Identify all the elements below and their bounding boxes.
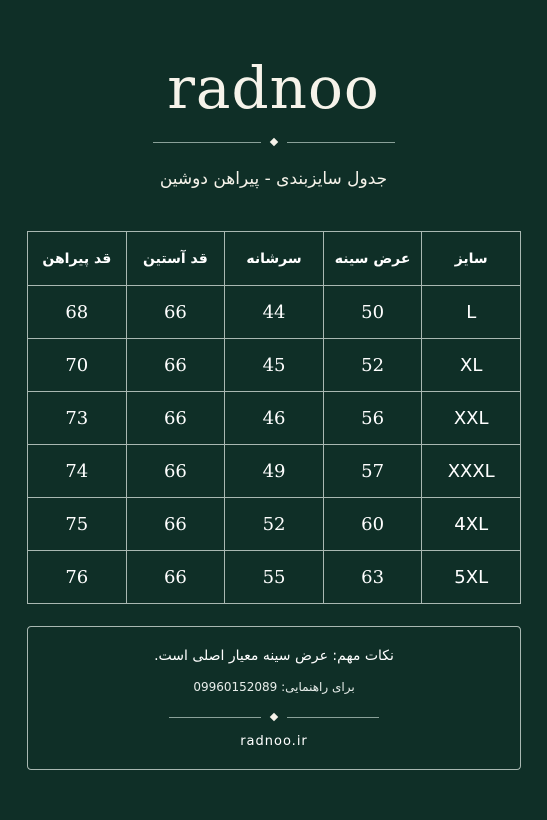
table-row bbox=[28, 392, 521, 445]
important-note: نکات مهم: عرض سینه معیار اصلی است. bbox=[154, 648, 394, 664]
column-header-sleeve-length: قد آستین bbox=[126, 232, 225, 286]
table-cell: 52 bbox=[323, 339, 422, 392]
table-cell: 66 bbox=[126, 339, 225, 392]
table-cell: 66 bbox=[126, 498, 225, 551]
table-cell-size: L bbox=[422, 286, 521, 339]
table-cell: 74 bbox=[28, 445, 127, 498]
brand-logo: radnoo bbox=[167, 54, 380, 122]
table-cell: 66 bbox=[126, 286, 225, 339]
table-cell-size: 5XL bbox=[422, 551, 521, 604]
table-row bbox=[28, 445, 521, 498]
table-cell-size: XXXL bbox=[422, 445, 521, 498]
table-cell: 60 bbox=[323, 498, 422, 551]
header-divider bbox=[0, 136, 547, 148]
column-header-size: سایز bbox=[422, 232, 521, 286]
diamond-icon bbox=[269, 138, 277, 146]
table-cell: 45 bbox=[225, 339, 324, 392]
table-cell: 52 bbox=[225, 498, 324, 551]
table-cell: 73 bbox=[28, 392, 127, 445]
table-cell: 63 bbox=[323, 551, 422, 604]
website-link[interactable]: radnoo.ir bbox=[240, 734, 308, 749]
table-cell: 49 bbox=[225, 445, 324, 498]
table-cell: 57 bbox=[323, 445, 422, 498]
table-row bbox=[28, 498, 521, 551]
table-cell-size: 4XL bbox=[422, 498, 521, 551]
table-cell: 70 bbox=[28, 339, 127, 392]
table-cell: 46 bbox=[225, 392, 324, 445]
table-cell: 68 bbox=[28, 286, 127, 339]
guide-label: برای راهنمایی: bbox=[281, 680, 355, 694]
notes-box bbox=[27, 626, 521, 770]
table-cell: 44 bbox=[225, 286, 324, 339]
table-cell: 66 bbox=[126, 392, 225, 445]
table-cell-size: XL bbox=[422, 339, 521, 392]
guide-phone[interactable]: 09960152089 bbox=[193, 680, 278, 694]
table-cell: 76 bbox=[28, 551, 127, 604]
notes-divider bbox=[28, 711, 520, 723]
table-cell: 75 bbox=[28, 498, 127, 551]
table-row bbox=[28, 339, 521, 392]
table-cell: 56 bbox=[323, 392, 422, 445]
table-row bbox=[28, 551, 521, 604]
diamond-icon bbox=[270, 713, 278, 721]
column-header-shirt-length: قد پیراهن bbox=[28, 232, 127, 286]
table-row bbox=[28, 286, 521, 339]
table-cell-size: XXL bbox=[422, 392, 521, 445]
table-cell: 66 bbox=[126, 445, 225, 498]
column-header-shoulder: سرشانه bbox=[225, 232, 324, 286]
table-cell: 66 bbox=[126, 551, 225, 604]
page-title: جدول سایزبندی - پیراهن دوشین bbox=[159, 169, 388, 189]
column-header-chest-width: عرض سینه bbox=[323, 232, 422, 286]
size-table bbox=[27, 231, 521, 604]
guide-line bbox=[28, 677, 520, 697]
table-header-row bbox=[28, 232, 521, 286]
table-cell: 50 bbox=[323, 286, 422, 339]
table-cell: 55 bbox=[225, 551, 324, 604]
